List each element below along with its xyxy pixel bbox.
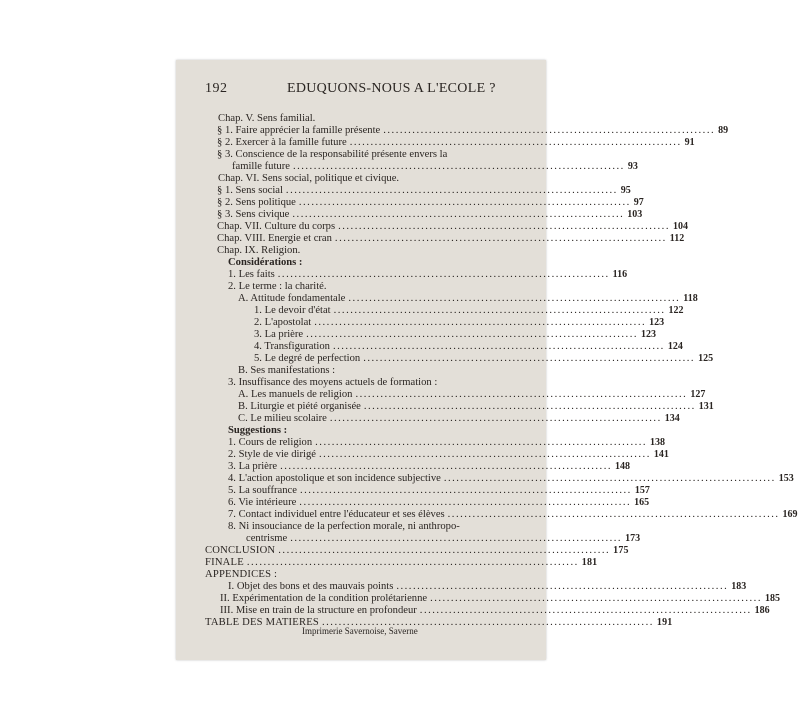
toc-entry-label: § 1. Sens social <box>217 185 283 196</box>
toc-entry-page: 127 <box>690 389 706 400</box>
dot-leader: ................................................................................ <box>292 209 625 220</box>
dot-leader: ................................................................................ <box>443 473 776 484</box>
dot-leader: ................................................................................ <box>306 329 638 340</box>
dot-leader: ................................................................................ <box>419 605 752 616</box>
dot-leader: ................................................................................ <box>292 161 625 172</box>
dot-leader: ................................................................................ <box>349 137 682 148</box>
toc-entry-page: 123 <box>641 329 656 340</box>
dot-leader: ................................................................................ <box>315 437 648 448</box>
toc-entry <box>238 389 706 401</box>
toc-entry <box>254 353 714 365</box>
toc-entry <box>205 569 455 581</box>
dot-leader: ................................................................................ <box>277 269 610 280</box>
toc-entry-page: 131 <box>698 401 714 412</box>
toc-entry <box>228 269 628 281</box>
toc-entry <box>238 413 680 425</box>
toc-entry-label: 2. Le terme : la charité. <box>228 281 327 292</box>
toc-entry <box>220 593 780 605</box>
toc-entry <box>218 173 498 185</box>
toc-entry <box>228 281 488 293</box>
toc-entry-label: 2. L'apostolat <box>254 317 312 328</box>
toc-entry-page: 103 <box>627 209 643 220</box>
toc-entry-label: Chap. VI. Sens social, politique et civique. <box>218 173 400 184</box>
toc-entry-label: 5. Le degré de perfection <box>254 353 361 364</box>
toc-entry-label: § 3. Sens civique <box>217 209 290 220</box>
toc-entry-page: 118 <box>683 293 698 304</box>
dot-leader: ................................................................................ <box>396 581 729 592</box>
toc-entry-label: I. Objet des bons et des mauvais points <box>228 581 394 592</box>
toc-entry-label: CONCLUSION <box>205 545 276 556</box>
toc-entry-page: 95 <box>620 185 631 196</box>
toc-entry-label: § 2. Exercer à la famille future <box>217 137 347 148</box>
toc-entry <box>217 197 644 209</box>
toc-entry <box>217 137 695 149</box>
dot-leader: ................................................................................ <box>355 389 688 400</box>
toc-entry <box>228 521 525 533</box>
toc-entry-label: 8. Ni insouciance de la perfection morale, ni anthropo- <box>228 521 460 532</box>
toc-entry <box>217 185 631 197</box>
toc-entry <box>217 245 497 257</box>
toc-entry-page: 123 <box>649 317 665 328</box>
toc-entry-label: 1. Cours de religion <box>228 437 313 448</box>
toc-entry <box>218 113 498 125</box>
toc-entry-label: 7. Contact individuel entre l'éducateur et ses élèves <box>228 509 445 520</box>
toc-entry-label: A. Attitude fondamentale <box>238 293 346 304</box>
toc-entry-page: 125 <box>698 353 714 364</box>
toc-entry <box>246 533 641 545</box>
toc-entry-page: 141 <box>653 449 669 460</box>
dot-leader: ................................................................................ <box>334 233 667 244</box>
toc-entry-label: 2. Style de vie dirigé <box>228 449 316 460</box>
dot-leader: ................................................................................ <box>318 449 651 460</box>
dot-leader: ................................................................................ <box>280 461 612 472</box>
toc-entry-page: 112 <box>669 233 685 244</box>
toc-entry-page: 185 <box>764 593 780 604</box>
toc-entry-label: C. Le milieu scolaire <box>238 413 327 424</box>
dot-leader: ................................................................................ <box>298 197 631 208</box>
toc-entry <box>217 209 643 221</box>
toc-entry-page: 157 <box>634 485 650 496</box>
toc-entry <box>254 305 684 317</box>
dot-leader: ................................................................................ <box>329 413 662 424</box>
dot-leader: ................................................................................ <box>290 533 623 544</box>
toc-entry-label: Chap. VIII. Energie et cran <box>217 233 332 244</box>
toc-entry <box>217 149 525 161</box>
toc-entry-page: 104 <box>672 221 688 232</box>
toc-entry <box>228 425 428 437</box>
toc-entry-label: 1. Les faits <box>228 269 275 280</box>
dot-leader: ................................................................................ <box>285 185 618 196</box>
toc-entry <box>228 509 798 521</box>
toc-entry-page: 169 <box>782 509 798 520</box>
toc-entry <box>205 557 598 569</box>
toc-entry-label: centrisme <box>246 533 288 544</box>
toc-entry <box>217 221 688 233</box>
toc-entry-page: 122 <box>668 305 684 316</box>
toc-entry <box>228 497 650 509</box>
toc-entry-label: 3. La prière <box>254 329 304 340</box>
toc-entry-label: 3. Insuffisance des moyens actuels de formation : <box>228 377 438 388</box>
toc-entry <box>228 581 747 593</box>
toc-entry-page: 124 <box>667 341 683 352</box>
toc-entry-page: 134 <box>664 413 680 424</box>
toc-entry-label: II. Expérimentation de la condition prolétarienne <box>220 593 428 604</box>
toc-entry-page: 186 <box>754 605 770 616</box>
toc-entry-label: Chap. VII. Culture du corps <box>217 221 336 232</box>
toc-entry-label: § 2. Sens politique <box>217 197 296 208</box>
toc-entry-page: 183 <box>731 581 747 592</box>
toc-entry-label: FINALE <box>205 557 244 568</box>
toc-entry-label: 4. L'action apostolique et son incidence subjective <box>228 473 441 484</box>
toc-entry-label: 3. La prière <box>228 461 278 472</box>
page-number: 192 <box>205 81 228 96</box>
toc-entry <box>228 473 794 485</box>
toc-entry-label: § 3. Conscience de la responsabilité présente envers la <box>217 149 448 160</box>
toc-entry <box>238 365 438 377</box>
imprint-footer: Imprimerie Savernoise, Saverne <box>302 626 418 636</box>
toc-entry-page: 148 <box>615 461 630 472</box>
dot-leader: ................................................................................ <box>430 593 762 604</box>
toc-entry-page: 153 <box>778 473 794 484</box>
toc-entry <box>220 605 770 617</box>
dot-leader: ................................................................................ <box>278 545 611 556</box>
toc-entry <box>232 161 638 173</box>
toc-entry-label: 6. Vie intérieure <box>228 497 297 508</box>
toc-entry-label: Suggestions : <box>228 425 288 436</box>
toc-entry <box>238 401 714 413</box>
toc-entry-page: 173 <box>625 533 641 544</box>
dot-leader: ................................................................................ <box>447 509 780 520</box>
toc-entry <box>254 341 683 353</box>
toc-entry-label: 1. Le devoir d'état <box>254 305 331 316</box>
dot-leader: ................................................................................ <box>363 353 696 364</box>
toc-entry <box>217 233 685 245</box>
toc-entry-page: 93 <box>627 161 638 172</box>
toc-entry-label: TABLE DES MATIERES <box>205 617 319 628</box>
dot-leader: ................................................................................ <box>299 485 632 496</box>
toc-entry <box>228 377 525 389</box>
toc-entry-label: APPENDICES : <box>205 569 278 580</box>
toc-entry-page: 138 <box>650 437 666 448</box>
dot-leader: ................................................................................ <box>348 293 681 304</box>
toc-entry-page: 116 <box>612 269 628 280</box>
toc-entry-label: famille future <box>232 161 290 172</box>
toc-entry-page: 191 <box>656 617 673 628</box>
dot-leader: ................................................................................ <box>322 617 654 628</box>
toc-entry-label: Chap. IX. Religion. <box>217 245 301 256</box>
toc-entry <box>254 329 656 341</box>
toc-entry-label: B. Liturgie et piété organisée <box>238 401 361 412</box>
toc-entry-label: B. Ses manifestations : <box>238 365 336 376</box>
dot-leader: ................................................................................ <box>314 317 647 328</box>
dot-leader: ................................................................................ <box>363 401 696 412</box>
toc-entry-label: § 1. Faire apprécier la famille présente <box>217 125 381 136</box>
toc-entry-page: 175 <box>613 545 629 556</box>
toc-entry-label: 5. La souffrance <box>228 485 297 496</box>
toc-entry-label: 4. Transfiguration <box>254 341 330 352</box>
toc-entry-label: Chap. V. Sens familial. <box>218 113 316 124</box>
dot-leader: ................................................................................ <box>299 497 632 508</box>
toc-entry-page: 91 <box>684 137 695 148</box>
toc-entry <box>254 317 665 329</box>
toc-entry-page: 165 <box>634 497 650 508</box>
toc-entry <box>205 545 629 557</box>
toc-entry <box>228 461 630 473</box>
toc-entry-page: 89 <box>718 125 729 136</box>
toc-entry <box>228 485 650 497</box>
dot-leader: ................................................................................ <box>333 305 666 316</box>
dot-leader: ................................................................................ <box>246 557 579 568</box>
toc-entry <box>238 293 698 305</box>
toc-entry <box>228 257 428 269</box>
toc-entry <box>228 437 666 449</box>
dot-leader: ................................................................................ <box>332 341 665 352</box>
toc-entry <box>228 449 669 461</box>
toc-entry-label: Considérations : <box>228 257 303 268</box>
dot-leader: ................................................................................ <box>383 125 716 136</box>
toc-entry-label: A. Les manuels de religion <box>238 389 353 400</box>
toc-entry-label: III. Mise en train de la structure en profondeur <box>220 605 417 616</box>
dot-leader: ................................................................................ <box>338 221 670 232</box>
running-title: EDUQUONS-NOUS A L'ECOLE ? <box>287 81 496 96</box>
toc-entry-page: 181 <box>581 557 598 568</box>
toc-entry-page: 97 <box>633 197 644 208</box>
toc-entry <box>217 125 729 137</box>
